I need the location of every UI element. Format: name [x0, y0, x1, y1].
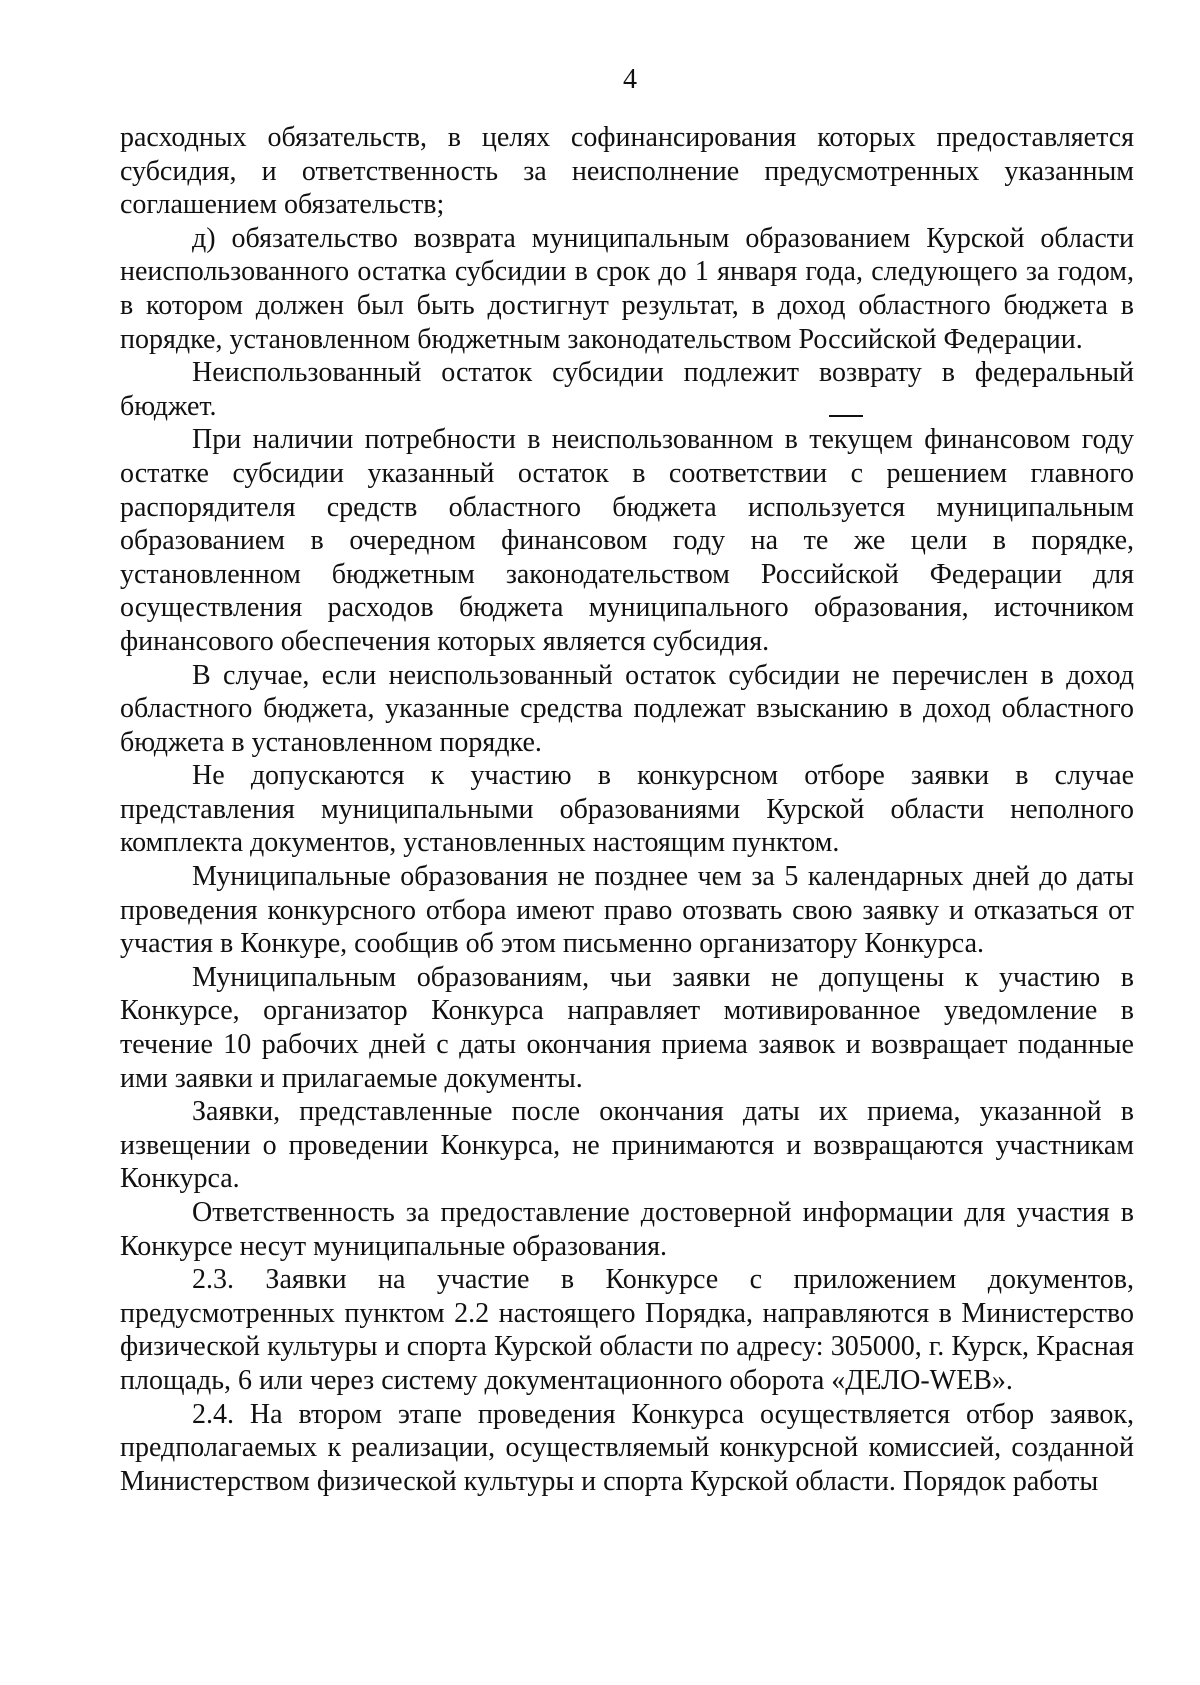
- document-body: [120, 121, 1134, 1498]
- paragraph-item-d: д) обязательство возврата муниципальным образованием Курской области неиспользованного остатка субсидии в срок до 1 января года, следующего за годом, в котором должен был быть достигнут результат, в доход областного бюджета в порядке, установленном бюджетным законодательством Российской Федерации.: [120, 222, 1134, 355]
- paragraph-not-admitted: Не допускаются к участию в конкурсном отборе заявки в случае представления муниципальными образованиями Курской области неполного комплекта документов, установленных настоящим пунктом.: [120, 760, 1134, 859]
- paragraph-balance-need: При наличии потребности в неиспользованном в текущем финансовом году остатке субсидии указанный остаток в соответствии с решением главного распорядителя средств областного бюджета используется муниципальным образованием в очередном финансовом году на те же цели в порядке, установленном бюджетным законодательством Российской Федерации для осуществления расходов бюджета муниципального образования, источником финансового обеспечения которых является субсидия.: [120, 424, 1134, 657]
- paragraph-not-transferred: В случае, если неиспользованный остаток субсидии не перечислен в доход областного бюджета, указанные средства подлежат взысканию в доход областного бюджета в установленном порядке.: [120, 659, 1134, 758]
- paragraph-2-3: 2.3. Заявки на участие в Конкурсе с приложением документов, предусмотренных пунктом 2.2 настоящего Порядка, направляются в Министерство физической культуры и спорта Курской области по адресу: 305000, г. Курск, Красная площадь, 6 или через систему документационного оборота «ДЕЛО-WEB».: [120, 1264, 1134, 1396]
- paragraph-late-applications: Заявки, представленные после окончания даты их приема, указанной в извещении о проведении Конкурса, не принимаются и возвращаются участникам Конкурса.: [120, 1096, 1134, 1195]
- paragraph-responsibility: Ответственность за предоставление достоверной информации для участия в Конкурсе несут муниципальные образования.: [120, 1197, 1134, 1262]
- page-number: 4: [623, 64, 637, 95]
- paragraph-2-4: 2.4. На втором этапе проведения Конкурса осуществляется отбор заявок, предполагаемых к реализации, осуществляемый конкурсной комиссией, созданной Министерством физической культуры и спорта Курской области. Порядок работы: [120, 1398, 1134, 1497]
- paragraph-unused-balance: Неиспользованный остаток субсидии подлежит возврату в федеральный бюджет.: [120, 357, 1134, 422]
- paragraph-withdraw-application: Муниципальные образования не позднее чем за 5 календарных дней до даты проведения конкурсного отбора имеют право отозвать свою заявку и отказаться от участия в Конкуре, сообщив об этом письменно организатору Конкурса.: [120, 861, 1134, 960]
- paragraph-continuation: расходных обязательств, в целях софинансирования которых предоставляется субсидия, и ответственность за неисполнение предусмотренных указанным соглашением обязательств;: [120, 122, 1134, 221]
- paragraph-notification: Муниципальным образованиям, чьи заявки не допущены к участию в Конкурсе, организатор Конкурса направляет мотивированное уведомление в течение 10 рабочих дней с даты окончания приема заявок и возвращает поданные ими заявки и прилагаемые документы.: [120, 961, 1134, 1094]
